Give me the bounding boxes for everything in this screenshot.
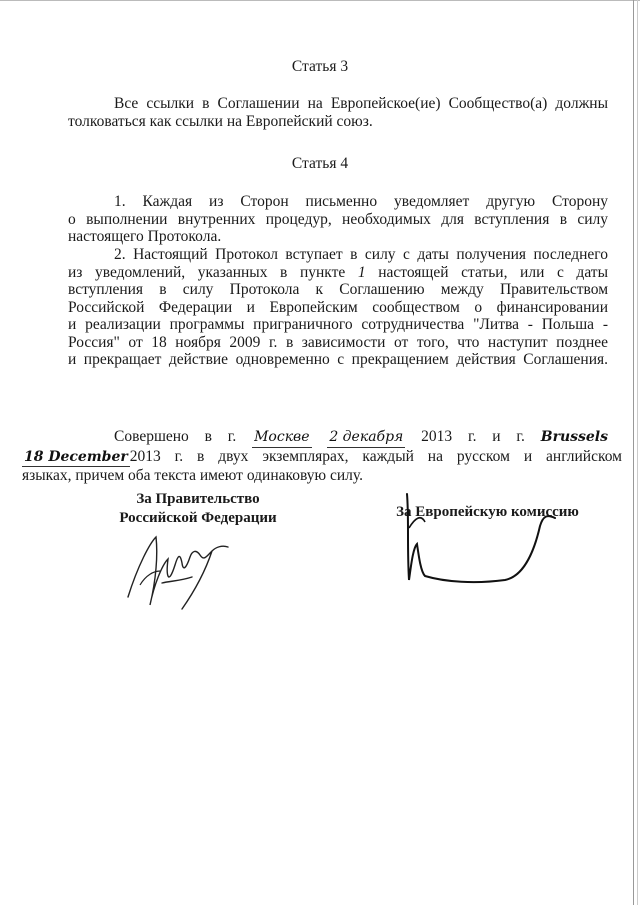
- p1-line-3: настоящего Протокола.: [68, 228, 222, 245]
- p2-line-2-item-ref: 1: [357, 263, 366, 281]
- handwritten-date-brussels: 18 December: [22, 449, 130, 468]
- p2-line-3: вступления в силу Протокола к Соглашению между Правительством: [68, 281, 608, 298]
- scan-edge: [633, 0, 634, 905]
- scan-edge: [637, 0, 638, 905]
- handwritten-city-moscow: Москве: [252, 429, 311, 448]
- signatory-russia-line-1: За Правительство: [136, 491, 260, 507]
- article-4-paragraph-1: [68, 193, 608, 246]
- closing-paragraph: [22, 428, 622, 485]
- article-4-heading: Статья 4: [291, 155, 349, 172]
- p2-line-5: и реализации программы приграничного сотрудничества "Литва - Польша -: [68, 316, 608, 333]
- article-3-text: [68, 95, 608, 130]
- p2-line-4: Российской Федерации и Европейским сообществом о финансировании: [68, 298, 608, 316]
- article-3-line-1: Все ссылки в Соглашении на Европейское(ие) Сообщество(а) должны: [114, 95, 608, 112]
- p2-line-2b: настоящей статьи, или с даты: [365, 263, 608, 281]
- closing-line-3: языках, причем оба текста имеют одинаковую силу.: [22, 467, 363, 484]
- handwritten-date-moscow: 2 декабря: [327, 429, 405, 448]
- done-at-label: Совершено в г.: [114, 428, 237, 445]
- signature-russia: [120, 525, 240, 620]
- article-3-line-2: толковаться как ссылки на Европейский союз.: [68, 112, 373, 130]
- scan-edge: [0, 0, 640, 1]
- closing-line-2: 2013 г. в двух экземплярах, каждый на русском и английском: [129, 447, 622, 465]
- article-3-heading: Статья 3: [291, 58, 349, 75]
- article-4-paragraph-2: [68, 246, 608, 369]
- p2-line-2a: из уведомлений, указанных в пункте: [68, 263, 358, 281]
- signatory-russia: [98, 490, 298, 528]
- p2-line-7: и прекращает действие одновременно с прекращением действия Соглашения.: [68, 351, 608, 368]
- p1-line-2: о выполнении внутренних процедур, необходимых для вступления в силу: [68, 210, 608, 228]
- p1-line-1: 1. Каждая из Сторон письменно уведомляет другую Сторону: [114, 193, 608, 210]
- p2-line-6: Россия" от 18 ноября 2009 г. в зависимости от того, что наступит позднее: [68, 333, 608, 351]
- year-and-label: 2013 г. и г.: [421, 428, 525, 445]
- p2-line-1: 2. Настоящий Протокол вступает в силу с даты получения последнего: [114, 246, 608, 263]
- signatory-russia-line-2: Российской Федерации: [119, 510, 277, 526]
- signatory-eu: За Европейскую комиссию: [396, 504, 579, 520]
- signature-eu: [395, 488, 585, 598]
- handwritten-city-brussels: Brussels: [540, 429, 608, 445]
